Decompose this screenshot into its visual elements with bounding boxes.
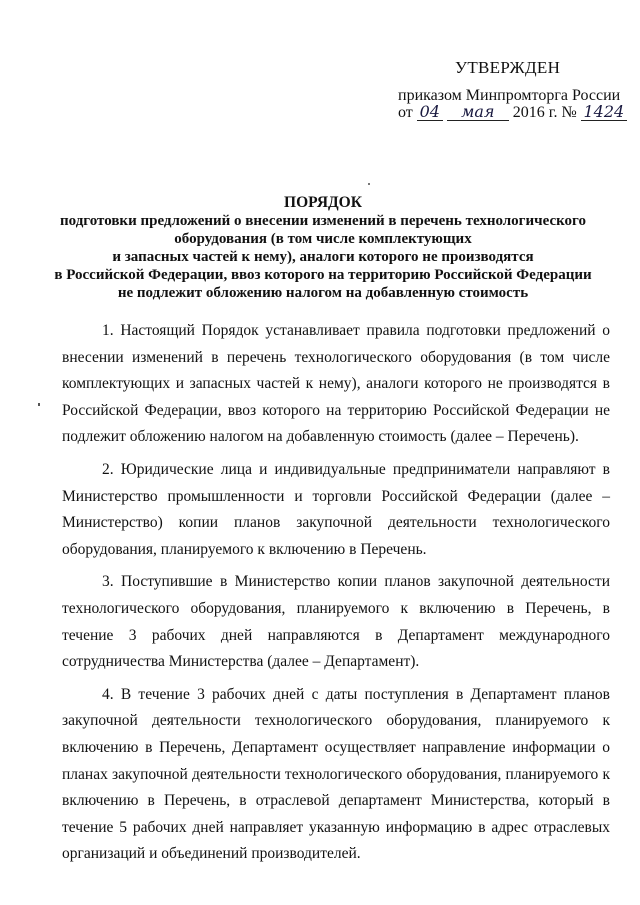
paragraph-3: 3. Поступившие в Министерство копии планов закупочной деятельности технологического оборудования, планируемого к включению в Перечень, в течение 3 рабочих дней направляются в Департамент международного сотрудничества Министерства (далее – Департамент). [62,573,610,671]
handwritten-day: 04 [417,104,443,121]
paragraph-2: 2. Юридические лица и индивидуальные предприниматели направляют в Министерство промышленности и торговли Российской Федерации (далее – Министерство) копии планов закупочной деятельности технологического оборудования, планируемого к включению в Перечень. [62,460,610,558]
date-prefix: от [398,104,413,121]
margin-mark [38,403,40,406]
document-title-block [40,194,606,302]
approval-date-line [398,104,627,122]
scan-speck [368,183,370,185]
document-subtitle-line: не подлежит обложению налогом на добавленную стоимость [117,285,529,301]
paragraph-1: 1. Настоящий Порядок устанавливает правила подготовки предложений о внесении изменений в перечень технологического оборудования (в том числе комплектующих и запасных частей к нему), аналоги которого не производятся в Российской Федерации, ввоз которого на территорию Российской Федерации не подлежит обложению налогом на добавленную стоимость (далее – Перечень). [62,322,610,446]
document-subtitle-line: и запасных частей к нему), аналоги которого не производятся [112,249,534,265]
handwritten-order-number: 1424 [581,104,627,121]
document-subtitle-line: подготовки предложений о внесении изменений в перечень технологического [60,213,586,229]
approval-title: УТВЕРЖДЕН [455,58,561,77]
document-title: ПОРЯДОК [284,194,362,211]
document-body [62,318,610,874]
date-year: 2016 г. № [512,104,577,121]
handwritten-month: мая [447,104,509,121]
approval-order-text: приказом Минпромторга России [398,87,621,104]
document-subtitle-line: оборудования (в том числе комплектующих [174,231,472,247]
document-subtitle-line: в Российской Федерации, ввоз которого на территорию Российской Федерации [54,267,592,283]
paragraph-4: 4. В течение 3 рабочих дней с даты поступления в Департамент планов закупочной деятельности технологического оборудования, планируемого к включению в Перечень, Департамент осуществляет направление информации о планах закупочной деятельности технологического оборудования, планируемого к включению в Перечень, в отраслевой департамент Министерства, который в течение 5 рабочих дней направляет указанную информацию в адрес отраслевых организаций и объединений производителей. [62,685,610,863]
